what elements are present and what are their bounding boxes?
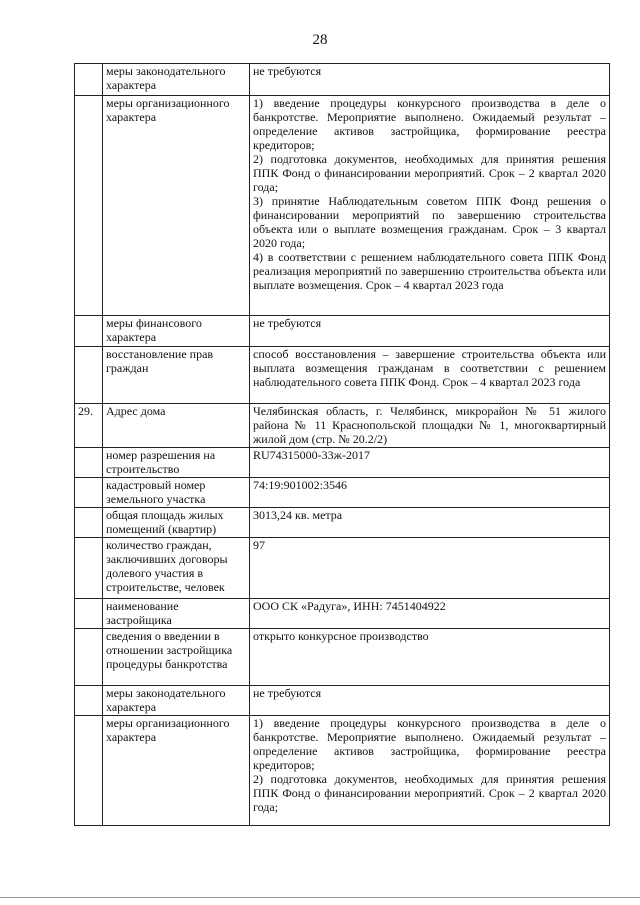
page-number: 28 xyxy=(312,32,328,48)
row-number xyxy=(75,316,103,347)
field-value xyxy=(250,716,610,826)
row-number xyxy=(75,478,103,508)
value-paragraph: открыто конкурсное производство xyxy=(253,629,429,643)
value-paragraph: 4) в соответствии с решением наблюдательного совета ППК Фонд реализация мероприятий по завершению строительства объекта или выплате возмещения. Срок – 4 квартал 2023 года xyxy=(253,250,606,292)
value-paragraph: 97 xyxy=(253,538,265,552)
field-label: меры законодательного характера xyxy=(103,686,250,716)
table-row xyxy=(75,508,610,538)
field-value xyxy=(250,599,610,629)
value-paragraph: 2) подготовка документов, необходимых для принятия решения ППК Фонд о финансировании мероприятий. Срок – 2 квартал 2020 года; xyxy=(253,152,606,194)
row-number xyxy=(75,538,103,599)
row-number xyxy=(75,599,103,629)
table-row xyxy=(75,64,610,96)
field-label: меры финансового характера xyxy=(103,316,250,347)
field-label: восстановление прав граждан xyxy=(103,347,250,404)
row-number xyxy=(75,64,103,96)
table-row xyxy=(75,629,610,686)
field-value xyxy=(250,686,610,716)
value-paragraph: 3) принятие Наблюдательным советом ППК Фонд решения о финансировании мероприятий по завершению строительства объекта или о выплате возмещения гражданам. Срок – 3 квартал 2020 года; xyxy=(253,194,606,250)
field-label: меры организационного характера xyxy=(103,96,250,316)
field-value xyxy=(250,96,610,316)
table-row xyxy=(75,448,610,478)
field-value xyxy=(250,64,610,96)
table-row xyxy=(75,686,610,716)
row-number xyxy=(75,347,103,404)
table-row xyxy=(75,96,610,316)
row-number xyxy=(75,448,103,478)
row-number xyxy=(75,686,103,716)
field-label: меры организационного характера xyxy=(103,716,250,826)
table-row xyxy=(75,478,610,508)
field-value xyxy=(250,478,610,508)
table-row xyxy=(75,347,610,404)
value-paragraph: 3013,24 кв. метра xyxy=(253,508,343,522)
field-label: сведения о введении в отношении застройщика процедуры банкротства xyxy=(103,629,250,686)
row-number xyxy=(75,96,103,316)
field-label: наименование застройщика xyxy=(103,599,250,629)
table-row xyxy=(75,716,610,826)
field-label: Адрес дома xyxy=(103,404,250,448)
field-label: меры законодательного характера xyxy=(103,64,250,96)
value-paragraph: 1) введение процедуры конкурсного производства в деле о банкротстве. Мероприятие выполнено. Ожидаемый результат – определение активов застройщика, формирование реестра кредиторов; xyxy=(253,96,606,152)
table-row xyxy=(75,404,610,448)
field-value xyxy=(250,629,610,686)
field-value xyxy=(250,316,610,347)
field-label: кадастровый номер земельного участка xyxy=(103,478,250,508)
field-label: номер разрешения на строительство xyxy=(103,448,250,478)
field-label: количество граждан, заключивших договоры долевого участия в строительстве, человек xyxy=(103,538,250,599)
field-label: общая площадь жилых помещений (квартир) xyxy=(103,508,250,538)
value-paragraph: 2) подготовка документов, необходимых для принятия решения ППК Фонд о финансировании мероприятий. Срок – 2 квартал 2020 года; xyxy=(253,772,606,814)
field-value xyxy=(250,448,610,478)
row-number xyxy=(75,716,103,826)
bottom-divider xyxy=(0,897,640,898)
table-row xyxy=(75,538,610,599)
value-paragraph: не требуются xyxy=(253,316,322,330)
project-details-table xyxy=(74,63,610,826)
field-value xyxy=(250,508,610,538)
row-number xyxy=(75,629,103,686)
value-paragraph: RU74315000-33ж-2017 xyxy=(253,448,370,462)
value-paragraph: ООО СК «Радуга», ИНН: 7451404922 xyxy=(253,599,446,613)
row-number: 29. xyxy=(75,404,103,448)
field-value xyxy=(250,404,610,448)
value-paragraph: 1) введение процедуры конкурсного производства в деле о банкротстве. Мероприятие выполнено. Ожидаемый результат – определение активов застройщика, формирование реестра кредиторов; xyxy=(253,716,606,772)
table-row xyxy=(75,599,610,629)
value-paragraph: способ восстановления – завершение строительства объекта или выплата возмещения гражданам в соответствии с решением наблюдательного совета ППК Фонд. Срок – 4 квартал 2023 года xyxy=(253,347,606,389)
table-row xyxy=(75,316,610,347)
value-paragraph: не требуются xyxy=(253,64,322,78)
row-number xyxy=(75,508,103,538)
value-paragraph: не требуются xyxy=(253,686,322,700)
value-paragraph: Челябинская область, г. Челябинск, микрорайон № 51 жилого района № 11 Краснопольской площадки № 1, многоквартирный жилой дом (стр. № 20.2/2) xyxy=(253,404,606,446)
field-value xyxy=(250,347,610,404)
value-paragraph: 74:19:901002:3546 xyxy=(253,478,348,492)
field-value xyxy=(250,538,610,599)
